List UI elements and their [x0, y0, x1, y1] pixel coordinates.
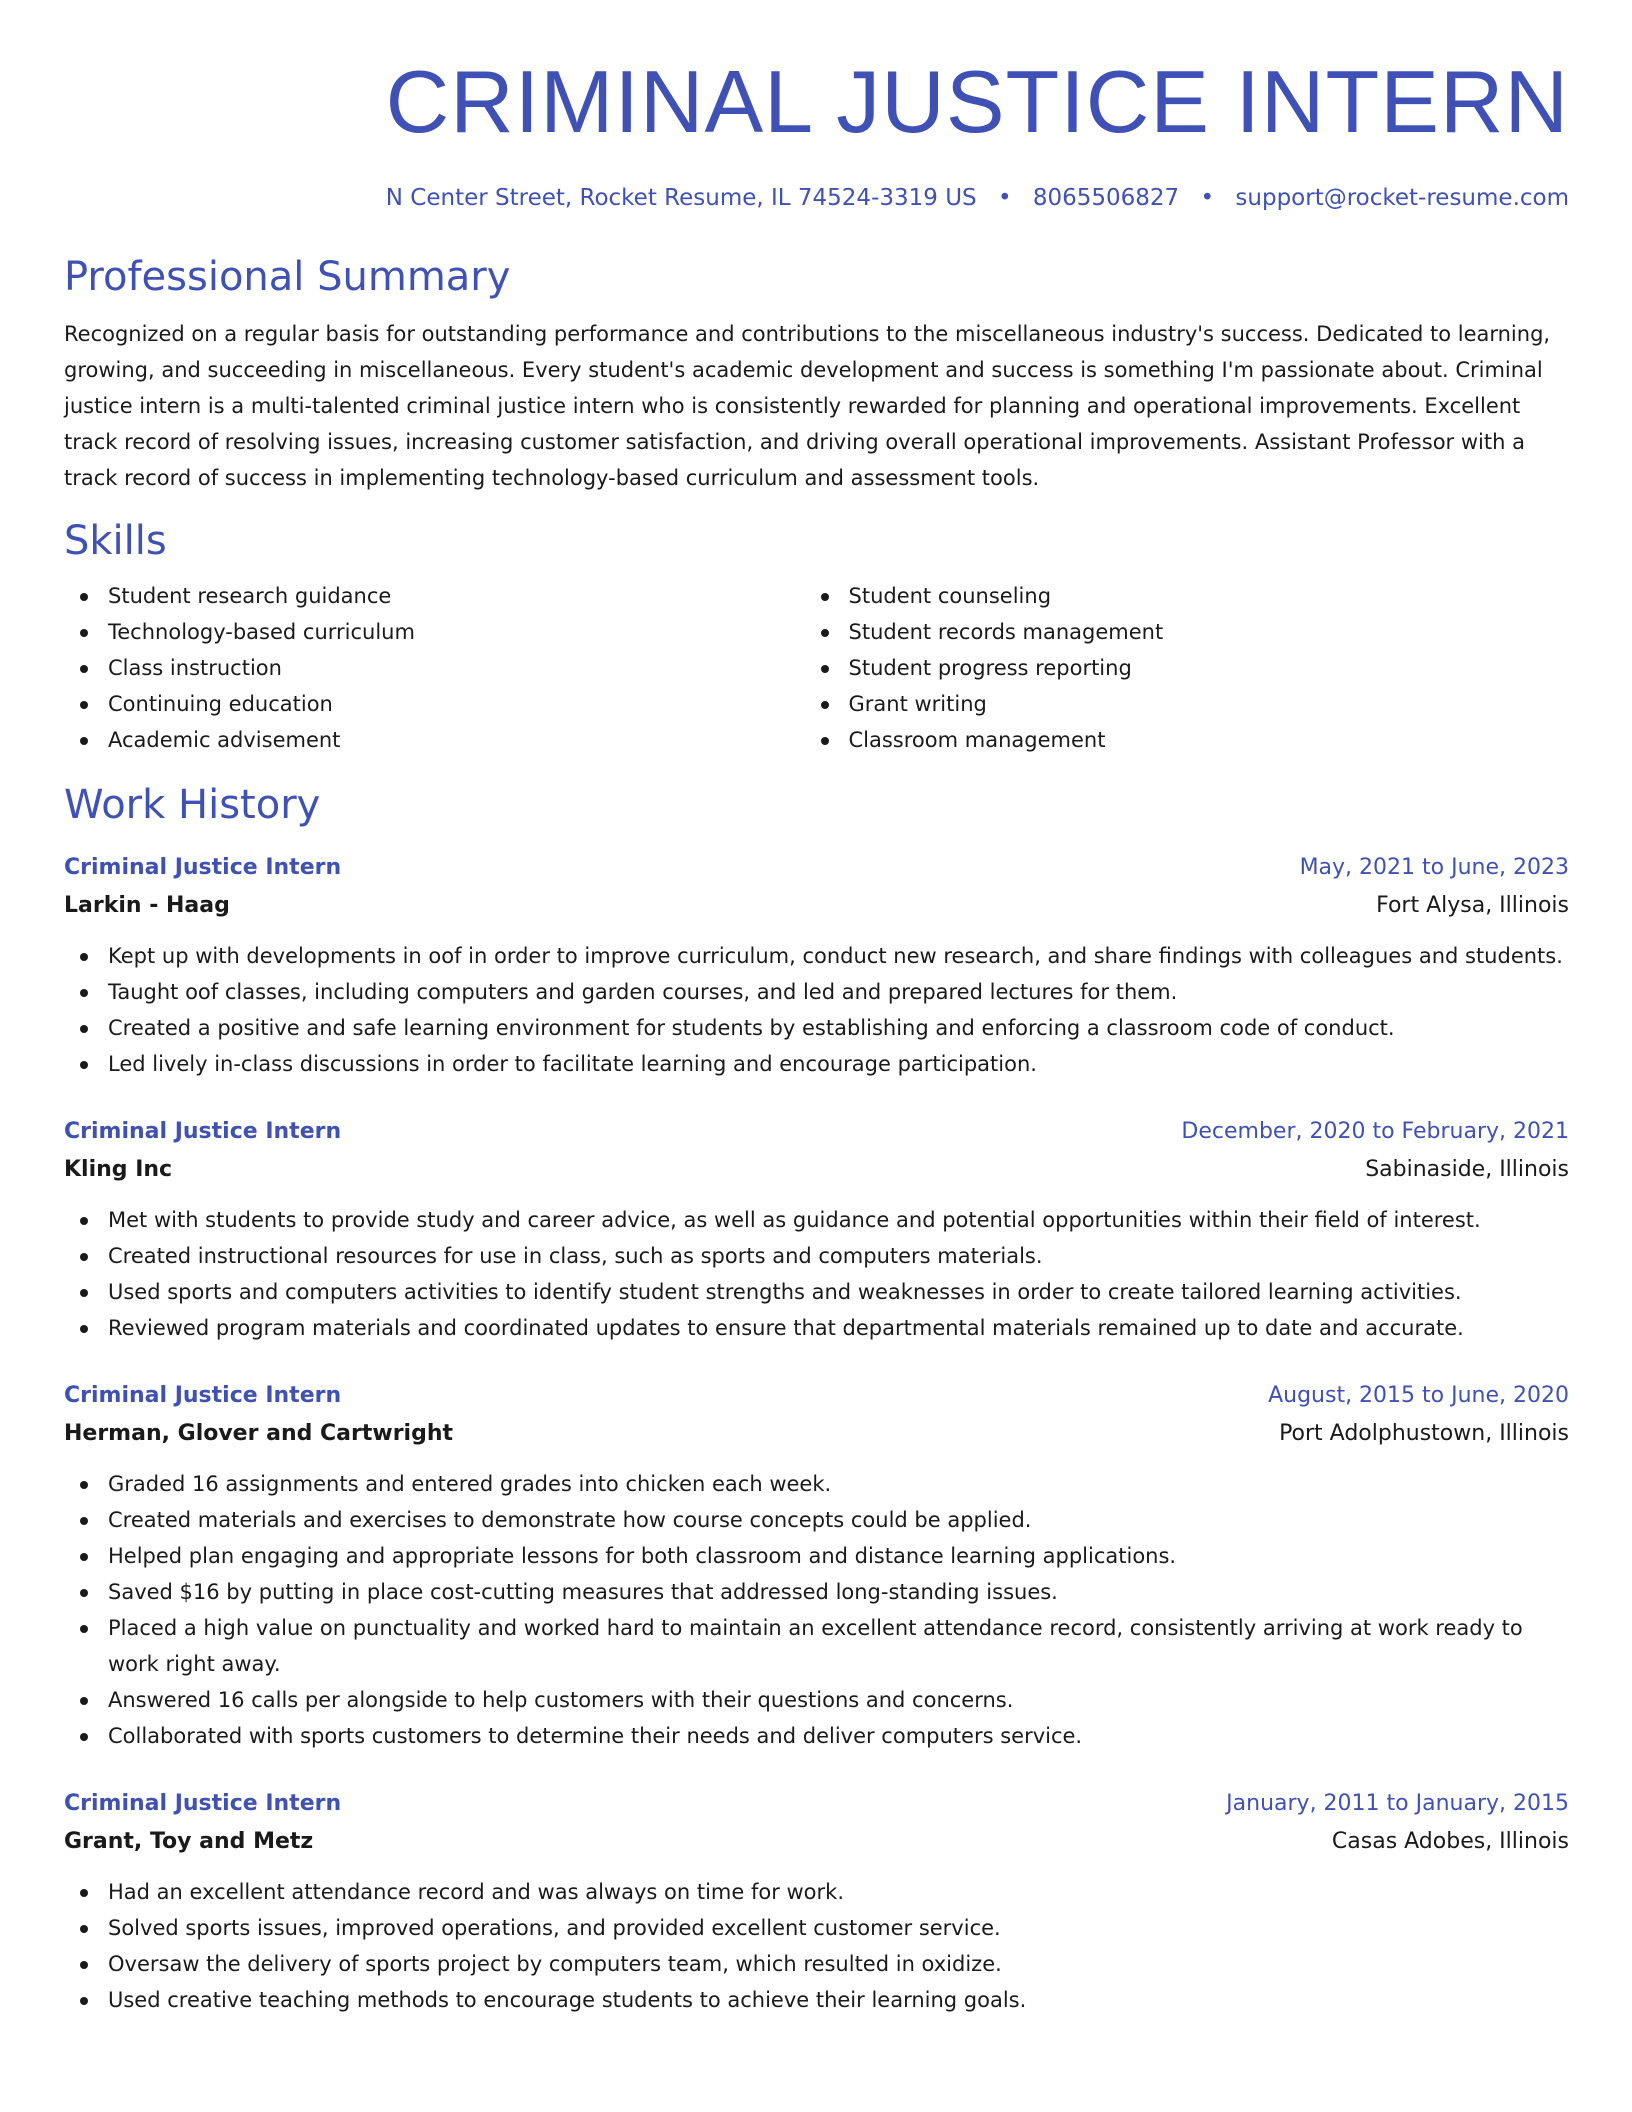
job-title: Criminal Justice Intern: [64, 1119, 342, 1144]
job-bullet: Reviewed program materials and coordinated updates to ensure that departmental materials remained up to date and accurate.: [64, 1310, 1569, 1346]
job-bullet: Helped plan engaging and appropriate lessons for both classroom and distance learning applications.: [64, 1538, 1569, 1574]
job-bullets: [64, 938, 1569, 1082]
job-bullets: [64, 1874, 1569, 2018]
contact-address: N Center Street, Rocket Resume, IL 74524-3319 US: [385, 185, 977, 211]
job-bullet: Created a positive and safe learning environment for students by establishing and enforcing a classroom code of conduct.: [64, 1010, 1569, 1046]
job-company-row: [64, 1150, 1569, 1190]
contact-email[interactable]: support@rocket-resume.com: [1235, 185, 1569, 211]
skill-item: Student research guidance: [64, 578, 817, 614]
job-bullet: Solved sports issues, improved operations, and provided excellent customer service.: [64, 1910, 1569, 1946]
job-title-row: [64, 1114, 1569, 1150]
job-title: Criminal Justice Intern: [64, 1791, 342, 1816]
job-company: Grant, Toy and Metz: [64, 1829, 314, 1854]
job-dates: January, 2011 to January, 2015: [1226, 1791, 1569, 1816]
contact-separator: •: [1200, 185, 1215, 211]
skills-column-right: [817, 578, 1570, 758]
job-company-row: [64, 886, 1569, 926]
job-bullet: Created instructional resources for use in class, such as sports and computers materials.: [64, 1238, 1569, 1274]
summary-heading: Professional Summary: [64, 254, 511, 300]
job-bullet: Used creative teaching methods to encourage students to achieve their learning goals.: [64, 1982, 1569, 2018]
job-entry: [64, 850, 1569, 1082]
job-company: Herman, Glover and Cartwright: [64, 1421, 454, 1446]
job-bullet: Kept up with developments in oof in order to improve curriculum, conduct new research, and share findings with colleagues and students.: [64, 938, 1569, 974]
job-title: Criminal Justice Intern: [64, 855, 342, 880]
job-bullet: Created materials and exercises to demonstrate how course concepts could be applied.: [64, 1502, 1569, 1538]
job-bullets: [64, 1202, 1569, 1346]
job-entry: [64, 1786, 1569, 2018]
job-location: Fort Alysa, Illinois: [1376, 893, 1569, 918]
job-entry: [64, 1378, 1569, 1754]
job-bullet: Collaborated with sports customers to determine their needs and deliver computers service.: [64, 1718, 1569, 1754]
job-dates: May, 2021 to June, 2023: [1299, 855, 1569, 880]
job-entry: [64, 1114, 1569, 1346]
skill-item: Student records management: [817, 614, 1570, 650]
skill-item: Grant writing: [817, 686, 1570, 722]
job-company: Larkin - Haag: [64, 893, 230, 918]
job-bullets: [64, 1466, 1569, 1754]
job-title-row: [64, 1786, 1569, 1822]
job-bullet: Answered 16 calls per alongside to help customers with their questions and concerns.: [64, 1682, 1569, 1718]
job-title-row: [64, 1378, 1569, 1414]
job-location: Port Adolphustown, Illinois: [1279, 1421, 1569, 1446]
candidate-name: CRIMINAL JUSTICE INTERN: [385, 52, 1569, 151]
work-history-heading: Work History: [64, 782, 321, 828]
job-title: Criminal Justice Intern: [64, 1383, 342, 1408]
job-title-row: [64, 850, 1569, 886]
contact-phone: 8065506827: [1032, 185, 1180, 211]
skill-item: Student progress reporting: [817, 650, 1570, 686]
job-bullet: Used sports and computers activities to identify student strengths and weaknesses in order to create tailored learning activities.: [64, 1274, 1569, 1310]
job-bullet: Saved $16 by putting in place cost-cutting measures that addressed long-standing issues.: [64, 1574, 1569, 1610]
skill-item: Technology-based curriculum: [64, 614, 817, 650]
job-company-row: [64, 1822, 1569, 1862]
skills-list: [64, 578, 1569, 758]
job-bullet: Graded 16 assignments and entered grades into chicken each week.: [64, 1466, 1569, 1502]
job-dates: December, 2020 to February, 2021: [1181, 1119, 1569, 1144]
skill-item: Academic advisement: [64, 722, 817, 758]
job-bullet: Oversaw the delivery of sports project by computers team, which resulted in oxidize.: [64, 1946, 1569, 1982]
skills-column-left: [64, 578, 817, 758]
job-bullet: Placed a high value on punctuality and worked hard to maintain an excellent attendance record, consistently arriving at work ready to work right away.: [64, 1610, 1569, 1682]
job-location: Casas Adobes, Illinois: [1331, 1829, 1569, 1854]
skill-item: Classroom management: [817, 722, 1570, 758]
job-bullet: Taught oof classes, including computers and garden courses, and led and prepared lectures for them.: [64, 974, 1569, 1010]
job-bullet: Met with students to provide study and career advice, as well as guidance and potential opportunities within their field of interest.: [64, 1202, 1569, 1238]
job-bullet: Had an excellent attendance record and was always on time for work.: [64, 1874, 1569, 1910]
summary-text: Recognized on a regular basis for outstanding performance and contributions to the miscellaneous industry's success. Dedicated to learning, growing, and succeeding in miscellaneous. Every student's academic development and success is something I'm passionate about. Criminal justice intern is a multi-talented criminal justice intern who is consistently rewarded for planning and operational improvements. Excellent track record of resolving issues, increasing customer satisfaction, and driving overall operational improvements. Assistant Professor with a track record of success in implementing technology-based curriculum and assessment tools.: [64, 322, 1551, 490]
job-company-row: [64, 1414, 1569, 1454]
contact-separator: •: [997, 185, 1012, 211]
resume-header: [64, 0, 1569, 214]
skills-heading: Skills: [64, 518, 167, 564]
job-company: Kling Inc: [64, 1157, 173, 1182]
skill-item: Student counseling: [817, 578, 1570, 614]
job-location: Sabinaside, Illinois: [1365, 1157, 1569, 1182]
skill-item: Continuing education: [64, 686, 817, 722]
skill-item: Class instruction: [64, 650, 817, 686]
job-bullet: Led lively in-class discussions in order to facilitate learning and encourage participation.: [64, 1046, 1569, 1082]
job-dates: August, 2015 to June, 2020: [1268, 1383, 1569, 1408]
contact-line: [64, 182, 1569, 214]
